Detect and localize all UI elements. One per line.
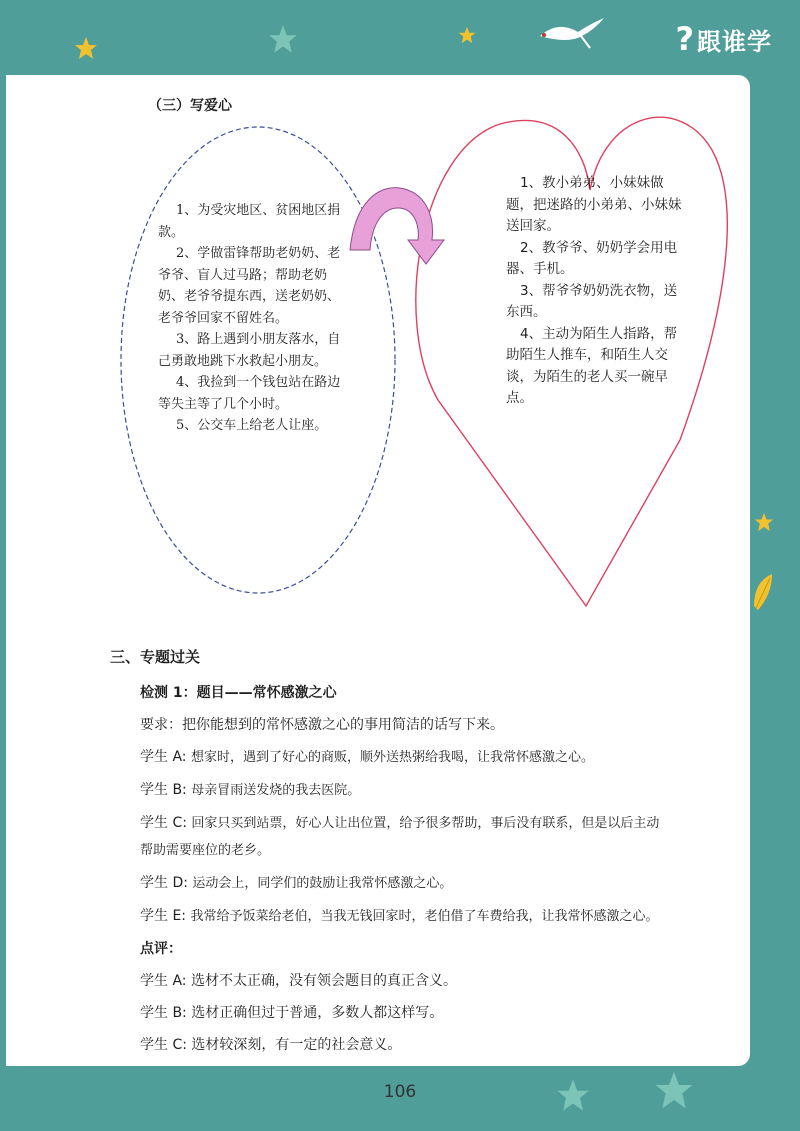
test-heading: 检测 1：题目——常怀感激之心: [140, 685, 337, 701]
heart-item: 4、主动为陌生人指路，帮助陌生人推车，和陌生人交谈，为陌生的老人买一碗早点。: [506, 325, 678, 406]
page-number: 106: [383, 1082, 417, 1102]
curved-arrow: [350, 188, 444, 264]
section-heading-love: （三）写爱心: [148, 98, 232, 114]
heart-item: 2、教爷爷、奶奶学会用电器、手机。: [506, 239, 678, 277]
oval-item: 2、学做雷锋帮助老奶奶、老爷爷、盲人过马路；帮助老奶奶、老爷爷提东西，送老奶奶、老爷爷回家不留姓名。: [158, 246, 341, 326]
review-item: 学生 A: 选材不太正确，没有领会题目的真正含义。: [140, 973, 457, 989]
requirement-text: 要求：把你能想到的常怀感激之心的事用简洁的话写下来。: [140, 717, 504, 733]
brand-logo: ?跟谁学: [675, 20, 772, 58]
review-item: 学生 B: 选材正确但过于普通，多数人都这样写。: [140, 1005, 444, 1021]
student-answer: 学生 A: 想家时，遇到了好心的商贩，顺外送热粥给我喝，让我常怀感激之心。: [140, 749, 594, 765]
section-heading: 三、专题过关: [110, 648, 201, 666]
review-item: 学生 C: 选材较深刻，有一定的社会意义。: [140, 1037, 402, 1053]
oval-list: [158, 200, 348, 437]
student-answer: 学生 D: 运动会上，同学们的鼓励让我常怀感激之心。: [140, 875, 453, 891]
heart-list: [506, 173, 686, 410]
oval-item: 3、路上遇到小朋友落水，自己勇敢地跳下水救起小朋友。: [158, 332, 341, 369]
student-answer: 学生 B: 母亲冒雨送发烧的我去医院。: [140, 782, 361, 798]
oval-item: 5、公交车上给老人让座。: [176, 418, 328, 433]
oval-item: 1、为受灾地区、贫困地区捐款。: [158, 203, 341, 240]
oval-item: 4、我捡到一个钱包站在路边等失主等了几个小时。: [158, 375, 341, 412]
review-heading: 点评：: [140, 941, 182, 957]
heart-item: 3、帮爷爷奶奶洗衣物，送东西。: [506, 282, 678, 320]
student-answer: 学生 E: 我常给予饭菜给老伯，当我无钱回家时，老伯借了车费给我，让我常怀感激之心。: [140, 908, 659, 924]
test-section: [112, 680, 672, 1064]
student-answer: 学生 C: 回家只买到站票，好心人让出位置，给予很多帮助，事后没有联系，但是以后主动帮助需要座位的老乡。: [140, 815, 660, 858]
heart-item: 1、教小弟弟、小妹妹做题，把迷路的小弟弟、小妹妹送回家。: [506, 175, 682, 234]
